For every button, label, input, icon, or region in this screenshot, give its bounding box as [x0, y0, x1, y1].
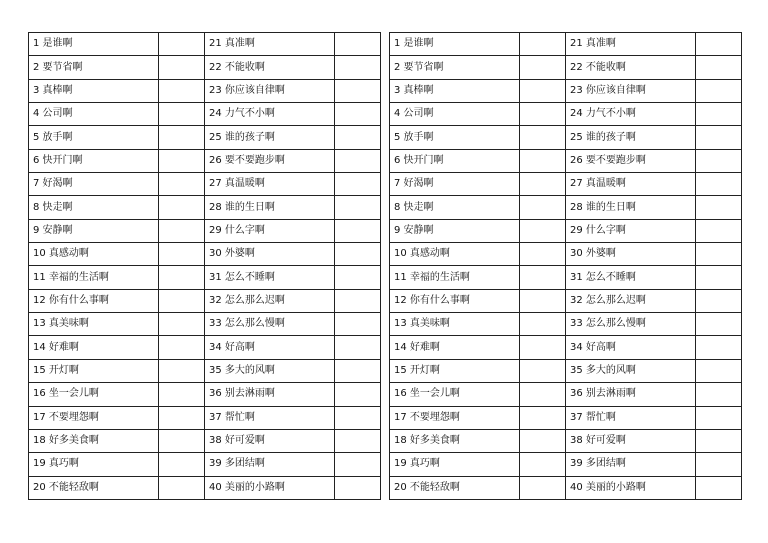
table-row [390, 173, 742, 196]
answer-cell-right [335, 33, 381, 56]
answer-cell-right [335, 359, 381, 382]
table-row [29, 429, 381, 452]
answer-cell-left [159, 79, 205, 102]
phrase-cell-right: 39 多团结啊 [566, 453, 696, 476]
answer-cell-left [520, 289, 566, 312]
answer-cell-right [335, 173, 381, 196]
table-row [390, 336, 742, 359]
phrase-cell-right: 31 怎么不睡啊 [566, 266, 696, 289]
phrase-cell-right: 24 力气不小啊 [205, 103, 335, 126]
answer-cell-right [335, 126, 381, 149]
phrase-cell-right: 38 好可爱啊 [205, 429, 335, 452]
answer-cell-left [159, 313, 205, 336]
answer-cell-left [520, 149, 566, 172]
table-row [29, 149, 381, 172]
table-row [29, 219, 381, 242]
phrase-cell-right: 27 真温暖啊 [566, 173, 696, 196]
answer-cell-right [696, 149, 742, 172]
answer-cell-right [335, 406, 381, 429]
table-row [29, 103, 381, 126]
answer-cell-left [159, 196, 205, 219]
phrase-cell-left: 14 好难啊 [29, 336, 159, 359]
table-row [29, 33, 381, 56]
phrase-cell-right: 27 真温暖啊 [205, 173, 335, 196]
table-row [390, 383, 742, 406]
phrase-cell-left: 11 幸福的生活啊 [29, 266, 159, 289]
phrase-cell-right: 28 谁的生日啊 [566, 196, 696, 219]
answer-cell-left [159, 336, 205, 359]
answer-cell-right [335, 476, 381, 499]
answer-cell-left [520, 219, 566, 242]
table-row [390, 243, 742, 266]
table-row [29, 383, 381, 406]
table-row [390, 103, 742, 126]
phrase-cell-left: 20 不能轻敌啊 [29, 476, 159, 499]
answer-cell-left [520, 243, 566, 266]
answer-cell-left [159, 243, 205, 266]
answer-cell-right [335, 289, 381, 312]
phrase-cell-left: 20 不能轻敌啊 [390, 476, 520, 499]
answer-cell-right [335, 149, 381, 172]
answer-cell-left [520, 173, 566, 196]
phrase-cell-left: 10 真感动啊 [29, 243, 159, 266]
answer-cell-left [520, 406, 566, 429]
answer-cell-left [159, 173, 205, 196]
answer-cell-left [159, 453, 205, 476]
table-row [29, 313, 381, 336]
answer-cell-left [520, 103, 566, 126]
phrase-cell-right: 32 怎么那么迟啊 [205, 289, 335, 312]
answer-cell-right [696, 359, 742, 382]
phrase-cell-right: 37 帮忙啊 [566, 406, 696, 429]
answer-cell-left [159, 56, 205, 79]
phrase-cell-right: 29 什么字啊 [566, 219, 696, 242]
phrase-cell-right: 26 要不要跑步啊 [205, 149, 335, 172]
table-row [29, 406, 381, 429]
answer-cell-right [696, 429, 742, 452]
phrase-table-body [29, 33, 381, 500]
phrase-cell-right: 40 美丽的小路啊 [205, 476, 335, 499]
phrase-cell-left: 14 好难啊 [390, 336, 520, 359]
table-row [390, 196, 742, 219]
answer-cell-right [696, 103, 742, 126]
phrase-cell-right: 34 好高啊 [566, 336, 696, 359]
table-row [390, 56, 742, 79]
phrase-table-left [28, 32, 381, 500]
answer-cell-left [159, 383, 205, 406]
answer-cell-right [335, 429, 381, 452]
answer-cell-right [335, 219, 381, 242]
phrase-cell-right: 22 不能收啊 [205, 56, 335, 79]
table-row [29, 243, 381, 266]
phrase-cell-left: 5 放手啊 [29, 126, 159, 149]
answer-cell-right [335, 313, 381, 336]
answer-cell-left [520, 266, 566, 289]
phrase-cell-left: 15 开灯啊 [390, 359, 520, 382]
answer-cell-left [520, 359, 566, 382]
answer-cell-left [520, 336, 566, 359]
phrase-cell-left: 8 快走啊 [390, 196, 520, 219]
phrase-cell-right: 31 怎么不睡啊 [205, 266, 335, 289]
answer-cell-left [520, 79, 566, 102]
answer-cell-left [159, 289, 205, 312]
phrase-cell-left: 7 好渴啊 [29, 173, 159, 196]
answer-cell-left [520, 56, 566, 79]
table-row [390, 79, 742, 102]
answer-cell-right [696, 196, 742, 219]
phrase-cell-right: 28 谁的生日啊 [205, 196, 335, 219]
table-row [29, 289, 381, 312]
phrase-cell-left: 13 真美味啊 [390, 313, 520, 336]
phrase-cell-right: 33 怎么那么慢啊 [205, 313, 335, 336]
phrase-cell-left: 6 快开门啊 [29, 149, 159, 172]
phrase-cell-left: 10 真感动啊 [390, 243, 520, 266]
table-row [390, 33, 742, 56]
answer-cell-right [335, 56, 381, 79]
table-row [29, 126, 381, 149]
answer-cell-left [520, 383, 566, 406]
table-row [29, 196, 381, 219]
answer-cell-right [335, 79, 381, 102]
table-row [390, 219, 742, 242]
answer-cell-left [520, 33, 566, 56]
answer-cell-right [696, 126, 742, 149]
answer-cell-right [696, 33, 742, 56]
table-row [390, 406, 742, 429]
table-row [390, 313, 742, 336]
table-row [29, 79, 381, 102]
phrase-cell-left: 7 好渴啊 [390, 173, 520, 196]
answer-cell-left [159, 266, 205, 289]
phrase-cell-left: 17 不要埋怨啊 [390, 406, 520, 429]
phrase-cell-left: 16 坐一会儿啊 [29, 383, 159, 406]
table-row [29, 336, 381, 359]
phrase-cell-left: 12 你有什么事啊 [390, 289, 520, 312]
phrase-cell-right: 30 外婆啊 [566, 243, 696, 266]
phrase-cell-right: 33 怎么那么慢啊 [566, 313, 696, 336]
table-row [390, 126, 742, 149]
phrase-cell-left: 15 开灯啊 [29, 359, 159, 382]
phrase-cell-left: 13 真美味啊 [29, 313, 159, 336]
answer-cell-left [520, 196, 566, 219]
phrase-cell-left: 4 公司啊 [29, 103, 159, 126]
answer-cell-right [696, 289, 742, 312]
answer-cell-right [335, 196, 381, 219]
answer-cell-right [696, 79, 742, 102]
phrase-cell-right: 35 多大的风啊 [566, 359, 696, 382]
phrase-cell-left: 17 不要埋怨啊 [29, 406, 159, 429]
phrase-cell-left: 12 你有什么事啊 [29, 289, 159, 312]
answer-cell-right [696, 56, 742, 79]
phrase-cell-left: 3 真棒啊 [29, 79, 159, 102]
answer-cell-left [159, 149, 205, 172]
table-row [29, 476, 381, 499]
table-row [390, 429, 742, 452]
answer-cell-right [696, 219, 742, 242]
phrase-cell-left: 19 真巧啊 [390, 453, 520, 476]
phrase-cell-right: 36 别去淋雨啊 [205, 383, 335, 406]
phrase-cell-left: 18 好多美食啊 [29, 429, 159, 452]
answer-cell-right [696, 453, 742, 476]
phrase-cell-right: 30 外婆啊 [205, 243, 335, 266]
table-row [390, 266, 742, 289]
answer-cell-right [335, 336, 381, 359]
phrase-cell-right: 23 你应该自律啊 [566, 79, 696, 102]
answer-cell-right [335, 266, 381, 289]
phrase-cell-right: 38 好可爱啊 [566, 429, 696, 452]
phrase-cell-right: 40 美丽的小路啊 [566, 476, 696, 499]
table-row [29, 359, 381, 382]
phrase-cell-right: 24 力气不小啊 [566, 103, 696, 126]
answer-cell-left [159, 406, 205, 429]
phrase-table-body [390, 33, 742, 500]
answer-cell-right [696, 173, 742, 196]
table-row [29, 56, 381, 79]
answer-cell-right [335, 103, 381, 126]
answer-cell-left [159, 126, 205, 149]
table-row [390, 149, 742, 172]
answer-cell-right [696, 243, 742, 266]
answer-cell-right [696, 313, 742, 336]
table-row [29, 453, 381, 476]
phrase-cell-left: 9 安静啊 [29, 219, 159, 242]
answer-cell-left [520, 313, 566, 336]
answer-cell-right [696, 406, 742, 429]
phrase-cell-left: 6 快开门啊 [390, 149, 520, 172]
table-row [390, 289, 742, 312]
answer-cell-left [520, 126, 566, 149]
phrase-cell-left: 16 坐一会儿啊 [390, 383, 520, 406]
phrase-cell-right: 37 帮忙啊 [205, 406, 335, 429]
phrase-cell-left: 4 公司啊 [390, 103, 520, 126]
answer-cell-left [159, 219, 205, 242]
phrase-cell-left: 1 是谁啊 [29, 33, 159, 56]
table-row [390, 476, 742, 499]
table-row [390, 453, 742, 476]
answer-cell-right [696, 383, 742, 406]
answer-cell-left [520, 429, 566, 452]
answer-cell-left [159, 429, 205, 452]
phrase-cell-left: 11 幸福的生活啊 [390, 266, 520, 289]
answer-cell-right [696, 476, 742, 499]
phrase-cell-left: 1 是谁啊 [390, 33, 520, 56]
phrase-cell-right: 21 真准啊 [566, 33, 696, 56]
phrase-cell-right: 34 好高啊 [205, 336, 335, 359]
table-row [29, 173, 381, 196]
phrase-cell-left: 2 要节省啊 [390, 56, 520, 79]
phrase-cell-right: 35 多大的风啊 [205, 359, 335, 382]
answer-cell-right [335, 453, 381, 476]
phrase-cell-right: 26 要不要跑步啊 [566, 149, 696, 172]
phrase-cell-right: 23 你应该自律啊 [205, 79, 335, 102]
answer-cell-right [696, 336, 742, 359]
phrase-cell-right: 32 怎么那么迟啊 [566, 289, 696, 312]
phrase-cell-left: 8 快走啊 [29, 196, 159, 219]
answer-cell-left [159, 476, 205, 499]
phrase-cell-right: 39 多团结啊 [205, 453, 335, 476]
phrase-table-right [389, 32, 742, 500]
phrase-cell-right: 21 真准啊 [205, 33, 335, 56]
phrase-cell-right: 25 谁的孩子啊 [205, 126, 335, 149]
phrase-cell-left: 3 真棒啊 [390, 79, 520, 102]
phrase-cell-left: 19 真巧啊 [29, 453, 159, 476]
phrase-cell-right: 25 谁的孩子啊 [566, 126, 696, 149]
answer-cell-right [335, 243, 381, 266]
answer-cell-left [159, 33, 205, 56]
phrase-cell-right: 36 别去淋雨啊 [566, 383, 696, 406]
answer-cell-right [335, 383, 381, 406]
phrase-cell-left: 9 安静啊 [390, 219, 520, 242]
answer-cell-left [159, 359, 205, 382]
phrase-cell-left: 18 好多美食啊 [390, 429, 520, 452]
answer-cell-left [520, 453, 566, 476]
answer-cell-right [696, 266, 742, 289]
phrase-cell-left: 5 放手啊 [390, 126, 520, 149]
table-row [29, 266, 381, 289]
phrase-cell-right: 29 什么字啊 [205, 219, 335, 242]
phrase-cell-left: 2 要节省啊 [29, 56, 159, 79]
table-row [390, 359, 742, 382]
answer-cell-left [520, 476, 566, 499]
answer-cell-left [159, 103, 205, 126]
phrase-cell-right: 22 不能收啊 [566, 56, 696, 79]
